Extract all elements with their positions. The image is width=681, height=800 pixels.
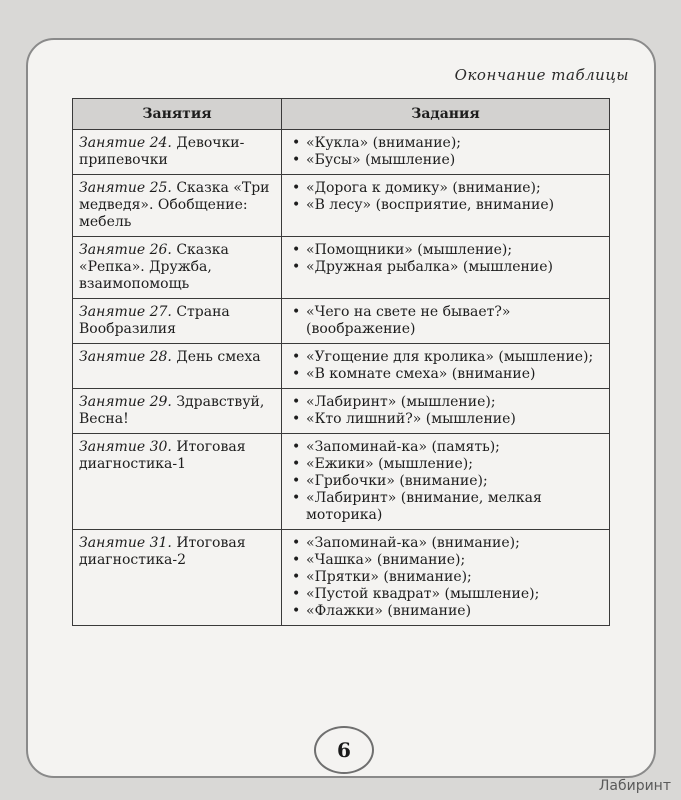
lesson-cell [73, 389, 282, 434]
lesson-topic: Здравствуй, Весна! [79, 394, 265, 427]
lesson-cell [73, 175, 282, 237]
table-row [73, 175, 610, 237]
task-item: • «Чашка» (внимание); [290, 552, 603, 569]
page-number: 6 [337, 738, 351, 762]
lesson-number: Занятие 28. [79, 349, 172, 365]
task-list [288, 242, 603, 276]
tasks-cell [282, 130, 610, 175]
task-item: • «Грибочки» (внимание); [290, 473, 603, 490]
table-caption: Окончание таблицы [454, 66, 629, 84]
task-list [288, 180, 603, 214]
task-item: • «Дорога к домику» (внимание); [290, 180, 603, 197]
task-item: • «Помощники» (мышление); [290, 242, 603, 259]
task-item: • «Угощение для кролика» (мышление); [290, 349, 603, 366]
lesson-topic: Итоговая диагностика-2 [79, 535, 246, 568]
task-item: • «В комнате смеха» (внимание) [290, 366, 603, 383]
task-item: • «Лабиринт» (внимание, мелкая моторика) [290, 490, 603, 524]
task-list [288, 439, 603, 524]
task-item: • «В лесу» (восприятие, внимание) [290, 197, 603, 214]
tasks-cell [282, 434, 610, 530]
table-row [73, 237, 610, 299]
lesson-number: Занятие 30. [79, 439, 172, 455]
task-list [288, 535, 603, 620]
lesson-topic: Страна Вообразилия [79, 304, 230, 337]
lesson-number: Занятие 25. [79, 180, 172, 196]
table-row [73, 389, 610, 434]
lesson-cell [73, 130, 282, 175]
page-number-badge [314, 726, 374, 774]
tasks-cell [282, 389, 610, 434]
header-lessons: Занятия [73, 99, 282, 130]
task-item: • «Бусы» (мышление) [290, 152, 603, 169]
header-tasks: Задания [282, 99, 610, 130]
task-item: • «Кукла» (внимание); [290, 135, 603, 152]
task-item: • «Флажки» (внимание) [290, 603, 603, 620]
task-item: • «Запоминай-ка» (внимание); [290, 535, 603, 552]
task-list [288, 135, 603, 169]
table-row [73, 530, 610, 626]
tasks-cell [282, 299, 610, 344]
table-row [73, 434, 610, 530]
task-item: • «Ежики» (мышление); [290, 456, 603, 473]
task-list [288, 349, 603, 383]
tasks-cell [282, 237, 610, 299]
lesson-number: Занятие 29. [79, 394, 172, 410]
lesson-cell [73, 434, 282, 530]
table-row [73, 344, 610, 389]
task-item: • «Прятки» (внимание); [290, 569, 603, 586]
lesson-topic: Сказка «Репка». Дружба, взаимопомощь [79, 242, 229, 292]
task-list [288, 304, 603, 338]
tasks-cell [282, 344, 610, 389]
task-list [288, 394, 603, 428]
task-item: • «Запоминай-ка» (память); [290, 439, 603, 456]
tasks-cell [282, 530, 610, 626]
table-header-row [73, 99, 610, 130]
task-item: • «Кто лишний?» (мышление) [290, 411, 603, 428]
lesson-topic: День смеха [176, 349, 261, 365]
tasks-cell [282, 175, 610, 237]
task-item: • «Пустой квадрат» (мышление); [290, 586, 603, 603]
watermark: Лабиринт [598, 778, 671, 794]
task-item: • «Чего на свете не бывает?» (воображение) [290, 304, 603, 338]
lesson-topic: Сказка «Три медведя». Обобщение: мебель [79, 180, 270, 230]
lesson-cell [73, 237, 282, 299]
lesson-cell [73, 344, 282, 389]
task-item: • «Лабиринт» (мышление); [290, 394, 603, 411]
lesson-number: Занятие 27. [79, 304, 172, 320]
lesson-topic: Девочки-припевочки [79, 135, 245, 168]
lesson-number: Занятие 24. [79, 135, 172, 151]
table-row [73, 130, 610, 175]
task-item: • «Дружная рыбалка» (мышление) [290, 259, 603, 276]
lesson-topic: Итоговая диагностика-1 [79, 439, 246, 472]
table-row [73, 299, 610, 344]
lesson-number: Занятие 26. [79, 242, 172, 258]
lessons-table [72, 98, 610, 626]
lesson-cell [73, 299, 282, 344]
lesson-number: Занятие 31. [79, 535, 172, 551]
lesson-cell [73, 530, 282, 626]
